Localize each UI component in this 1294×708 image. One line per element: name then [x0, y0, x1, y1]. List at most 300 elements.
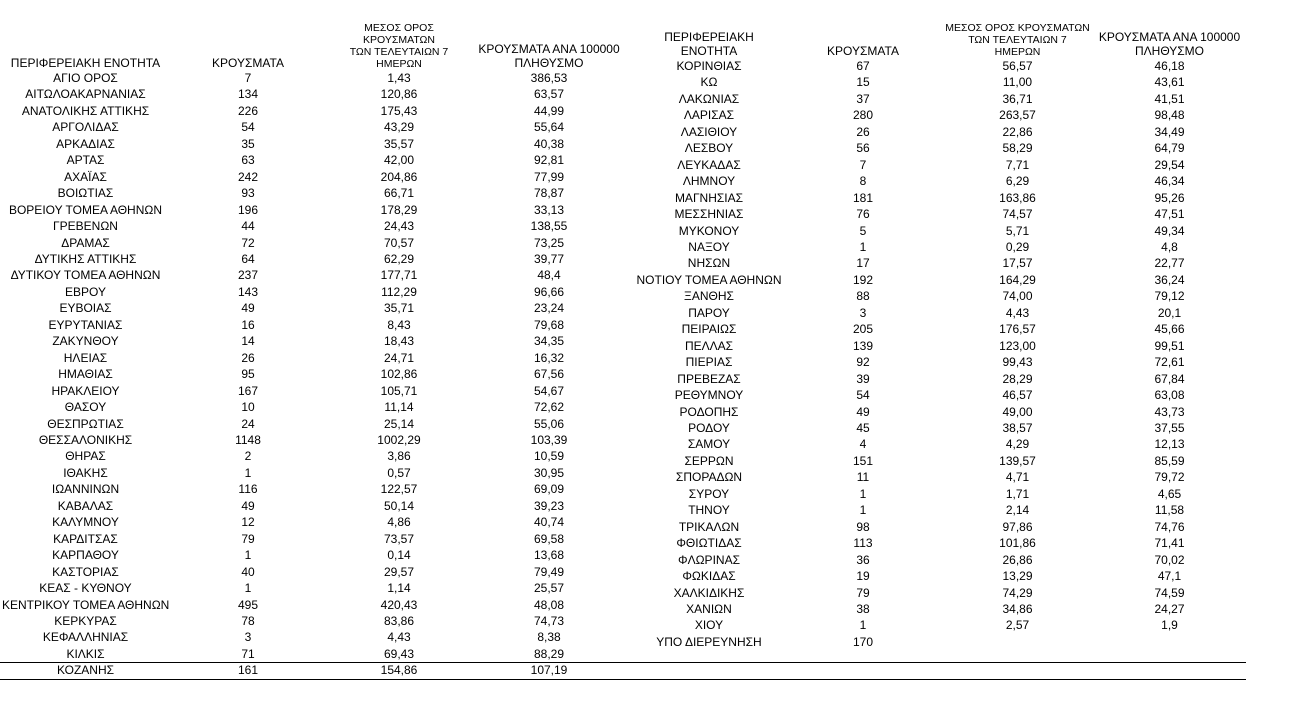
cell-cases: 17 [856, 256, 870, 271]
cell-avg-7day: 164,29 [999, 272, 1036, 287]
cell-per-100000: 85,59 [1154, 453, 1185, 468]
cell-per-100000: 39,77 [533, 251, 565, 266]
cell-cases: 93 [241, 186, 255, 201]
cell-cases: 76 [856, 207, 870, 222]
table-row [2, 597, 627, 613]
cell-cases: 24 [241, 416, 255, 431]
cell-cases: 1 [244, 465, 252, 480]
cell-avg-7day: 2,57 [1005, 618, 1030, 633]
cell-unit-name: ΑΡΓΟΛΙΔΑΣ [52, 120, 119, 135]
cell-cases: 1 [859, 503, 867, 518]
cell-avg-7day: 5,71 [1005, 223, 1030, 238]
cell-per-100000: 40,74 [533, 515, 565, 530]
table-row [636, 91, 1248, 107]
cell-unit-name: ΦΛΩΡΙΝΑΣ [678, 552, 740, 567]
cell-cases: 139 [852, 338, 874, 353]
cell-cases: 192 [852, 272, 874, 287]
header-row [2, 22, 627, 70]
table-row [636, 288, 1248, 304]
cell-cases: 49 [856, 404, 870, 419]
cell-per-100000: 36,24 [1154, 272, 1185, 287]
cell-cases: 54 [856, 388, 870, 403]
cell-per-100000: 10,59 [533, 449, 565, 464]
cell-per-100000: 46,18 [1154, 59, 1185, 73]
cell-per-100000: 29,54 [1154, 157, 1185, 172]
table-row [636, 502, 1248, 518]
cell-cases: 8 [859, 174, 867, 189]
cell-unit-name: ΚΩ [700, 75, 718, 90]
page-bottom-rule [0, 679, 1246, 680]
cell-per-100000: 71,41 [1154, 536, 1185, 551]
cell-avg-7day: 176,57 [999, 322, 1036, 337]
cell-unit-name: ΚΟΡΙΝΘΙΑΣ [676, 59, 742, 73]
cell-unit-name: ΚΑΡΔΙΤΣΑΣ [53, 531, 118, 546]
cell-per-100000: 49,34 [1154, 223, 1185, 238]
cell-cases: 49 [241, 498, 255, 513]
table-row [2, 103, 627, 119]
table-row [2, 251, 627, 267]
cell-cases: 38 [856, 601, 870, 616]
cell-per-100000: 64,79 [1154, 141, 1185, 156]
cell-avg-7day: 4,43 [387, 630, 411, 645]
cell-avg-7day: 24,71 [383, 350, 415, 365]
cell-avg-7day: 58,29 [1002, 141, 1033, 156]
cell-per-100000: 77,99 [533, 169, 565, 184]
cell-per-100000: 25,57 [533, 581, 565, 596]
cell-unit-name: ΣΑΜΟΥ [687, 437, 731, 452]
cell-cases: 37 [856, 91, 870, 106]
cell-unit-name: ΤΡΙΚΑΛΩΝ [678, 519, 740, 534]
cell-per-100000: 95,26 [1154, 190, 1185, 205]
table-row [2, 416, 627, 432]
cell-per-100000: 74,73 [533, 613, 565, 628]
cell-per-100000: 98,48 [1154, 108, 1185, 123]
table-row [636, 387, 1248, 403]
cell-per-100000: 33,13 [533, 202, 565, 217]
header-cases-per-100000-line1: ΚΡΟΥΣΜΑΤΑ ΑΝΑ 100000 [1098, 30, 1241, 44]
cell-per-100000: 41,51 [1154, 91, 1185, 106]
cell-cases: 95 [241, 367, 255, 382]
cell-cases: 2 [244, 449, 252, 464]
cell-avg-7day: 1,43 [387, 71, 411, 85]
cell-unit-name: ΚΕΝΤΡΙΚΟΥ ΤΟΜΕΑ ΑΘΗΝΩΝ [2, 597, 170, 612]
cell-unit-name: ΦΘΙΩΤΙΔΑΣ [676, 536, 742, 551]
table-row [2, 235, 627, 251]
cell-cases: 79 [241, 531, 255, 546]
cell-avg-7day: 83,86 [383, 613, 415, 628]
cell-cases: 181 [852, 190, 874, 205]
cell-unit-name: ΧΑΛΚΙΔΙΚΗΣ [673, 585, 745, 600]
cell-per-100000: 55,64 [533, 120, 565, 135]
cell-cases: 26 [241, 350, 255, 365]
cell-unit-name: ΙΩΑΝΝΙΝΩΝ [51, 482, 120, 497]
cell-avg-7day: 175,43 [380, 103, 418, 118]
cell-per-100000: 54,67 [533, 383, 565, 398]
cell-avg-7day: 11,14 [384, 400, 414, 415]
cell-unit-name: ΑΡΚΑΔΙΑΣ [56, 136, 115, 151]
cell-per-100000: 44,99 [533, 103, 565, 118]
cell-per-100000: 79,68 [533, 317, 565, 332]
cell-cases: 54 [241, 120, 255, 135]
table-row [2, 399, 627, 415]
cell-avg-7day: 6,29 [1005, 174, 1030, 189]
cell-per-100000: 99,51 [1154, 338, 1185, 353]
cell-avg-7day: 102,86 [380, 367, 418, 382]
cell-cases: 39 [856, 371, 870, 386]
cell-per-100000: 74,76 [1154, 519, 1185, 534]
cell-cases: 3 [244, 630, 252, 645]
cell-avg-7day: 97,86 [1002, 519, 1033, 534]
table-row [2, 432, 627, 448]
cell-cases: 35 [241, 136, 255, 151]
cell-unit-name: ΑΓΙΟ ΟΡΟΣ [53, 71, 118, 85]
cell-per-100000: 4,8 [1161, 239, 1178, 254]
table-row [636, 371, 1248, 387]
table-row [2, 218, 627, 234]
table-row [636, 469, 1248, 485]
cell-unit-name: ΗΡΑΚΛΕΙΟΥ [51, 383, 120, 398]
cell-unit-name: ΕΥΡΥΤΑΝΙΑΣ [48, 317, 123, 332]
table-row [2, 383, 627, 399]
cell-avg-7day: 50,14 [383, 498, 415, 513]
cell-avg-7day: 204,86 [380, 169, 418, 184]
cell-avg-7day: 99,43 [1002, 355, 1033, 370]
cell-per-100000: 34,49 [1154, 124, 1185, 139]
header-7day-average-line1: ΜΕΣΟΣ ΟΡΟΣ ΚΡΟΥΣΜΑΤΩΝ [945, 22, 1090, 34]
cell-avg-7day: 0,57 [387, 465, 411, 480]
cell-per-100000: 386,53 [530, 71, 568, 85]
cell-unit-name: ΝΗΣΩΝ [687, 256, 731, 271]
cell-cases: 4 [859, 437, 867, 452]
cell-avg-7day: 24,43 [383, 219, 415, 234]
table-row [2, 448, 627, 464]
table-row [636, 223, 1248, 239]
table-row [636, 601, 1248, 617]
cell-per-100000 [1091, 634, 1248, 650]
cell-unit-name: ΜΥΚΟΝΟΥ [678, 223, 740, 238]
cell-per-100000: 47,1 [1157, 569, 1182, 584]
table-row [2, 498, 627, 514]
cell-cases: 143 [237, 284, 259, 299]
cell-avg-7day: 11,00 [1002, 75, 1033, 90]
cell-avg-7day: 38,57 [1002, 420, 1033, 435]
cell-unit-name: ΠΕΛΛΑΣ [684, 338, 734, 353]
cell-unit-name: ΣΠΟΡΑΔΩΝ [675, 470, 743, 485]
cell-cases: 7 [859, 157, 867, 172]
cell-per-100000: 16,32 [533, 350, 565, 365]
cell-unit-name: ΘΑΣΟΥ [64, 400, 107, 415]
cell-avg-7day: 42,00 [383, 153, 415, 168]
table-row [636, 321, 1248, 337]
table-row [2, 580, 627, 596]
cell-avg-7day: 123,00 [999, 338, 1036, 353]
cell-cases: 226 [237, 103, 259, 118]
cell-cases: 3 [859, 305, 867, 320]
cell-avg-7day: 4,71 [1005, 470, 1030, 485]
table-row [636, 535, 1248, 551]
cell-cases: 1148 [235, 432, 261, 447]
cell-avg-7day: 29,57 [383, 564, 415, 579]
cell-unit-name: ΑΝΑΤΟΛΙΚΗΣ ΑΤΤΙΚΗΣ [21, 103, 150, 118]
cell-per-100000: 67,56 [533, 367, 565, 382]
table-row [636, 157, 1248, 173]
cell-unit-name: ΡΕΘΥΜΝΟΥ [674, 388, 744, 403]
cell-cases: 79 [856, 585, 870, 600]
cell-unit-name: ΛΑΚΩΝΙΑΣ [678, 91, 740, 106]
cell-cases: 113 [853, 536, 873, 551]
cell-unit-name: ΚΑΒΑΛΑΣ [57, 498, 114, 513]
table-row [2, 662, 627, 678]
cell-cases: 11 [856, 470, 870, 485]
table-row [2, 169, 627, 185]
cell-per-100000: 4,65 [1157, 486, 1182, 501]
header-cases-per-100000-line1: ΚΡΟΥΣΜΑΤΑ ΑΝΑ 100000 [478, 42, 620, 56]
cell-cases: 167 [237, 383, 259, 398]
table-row [636, 124, 1248, 140]
cell-unit-name: ΧΑΝΙΩΝ [686, 601, 732, 616]
table-row [636, 420, 1248, 436]
cell-unit-name: ΑΧΑΪΑΣ [64, 169, 107, 184]
table-bottom-rule [0, 662, 1246, 663]
cell-cases: 205 [852, 322, 874, 337]
table-row [2, 267, 627, 283]
cell-avg-7day: 56,57 [1002, 59, 1033, 73]
cell-unit-name: ΒΟΡΕΙΟΥ ΤΟΜΕΑ ΑΘΗΝΩΝ [8, 202, 163, 217]
cell-per-100000: 1,9 [1161, 618, 1178, 633]
table-row [2, 531, 627, 547]
cell-per-100000: 11,58 [1154, 503, 1185, 518]
table-row [2, 613, 627, 629]
table-row [636, 190, 1248, 206]
cell-unit-name: ΔΥΤΙΚΟΥ ΤΟΜΕΑ ΑΘΗΝΩΝ [10, 268, 161, 283]
cell-per-100000: 72,61 [1154, 355, 1185, 370]
cell-per-100000: 88,29 [533, 646, 565, 661]
cell-avg-7day: 62,29 [383, 251, 415, 266]
cell-unit-name: ΣΥΡΟΥ [688, 486, 730, 501]
header-cases: ΚΡΟΥΣΜΑΤΑ [212, 56, 284, 70]
cell-per-100000: 30,95 [533, 465, 565, 480]
cell-avg-7day: 112,29 [381, 284, 417, 299]
table-row [2, 86, 627, 102]
table-row [2, 547, 627, 563]
cell-avg-7day: 154,86 [380, 663, 418, 678]
cell-unit-name: ΓΡΕΒΕΝΩΝ [53, 219, 118, 234]
cell-per-100000: 107,19 [530, 663, 568, 678]
table-row [636, 519, 1248, 535]
cell-unit-name: ΦΩΚΙΔΑΣ [682, 569, 736, 584]
cell-avg-7day: 1,14 [387, 581, 411, 596]
cell-per-100000: 40,38 [533, 136, 565, 151]
cell-unit-name: ΚΑΡΠΑΘΟΥ [52, 548, 119, 563]
table-row [636, 617, 1248, 633]
cell-unit-name: ΜΕΣΣΗΝΙΑΣ [674, 207, 744, 222]
cell-per-100000: 48,4 [537, 268, 561, 283]
cell-avg-7day: 105,71 [380, 383, 418, 398]
header-cases: ΚΡΟΥΣΜΑΤΑ [827, 44, 899, 58]
cell-per-100000: 43,61 [1154, 75, 1185, 90]
cell-per-100000: 12,13 [1154, 437, 1185, 452]
cell-unit-name: ΘΕΣΠΡΩΤΙΑΣ [47, 416, 124, 431]
cell-unit-name: ΤΗΝΟΥ [688, 503, 730, 518]
cell-per-100000: 96,66 [533, 284, 565, 299]
cell-avg-7day: 4,29 [1005, 437, 1030, 452]
cell-avg-7day: 420,43 [380, 597, 418, 612]
cell-per-100000: 92,81 [533, 153, 565, 168]
cell-avg-7day: 101,86 [999, 536, 1036, 551]
cell-avg-7day: 66,71 [383, 186, 415, 201]
cell-unit-name: ΛΕΥΚΑΔΑΣ [677, 157, 741, 172]
cell-per-100000: 8,38 [537, 630, 561, 645]
header-cases-per-100000 [1091, 22, 1248, 58]
cell-cases: 44 [241, 219, 255, 234]
cell-unit-name: ΙΘΑΚΗΣ [63, 465, 108, 480]
cell-cases: 16 [241, 317, 255, 332]
table-row [2, 185, 627, 201]
cell-cases: 116 [238, 482, 258, 497]
cell-cases: 67 [856, 59, 870, 73]
cell-cases: 134 [237, 87, 259, 102]
cell-per-100000: 70,02 [1154, 552, 1185, 567]
cell-cases: 10 [241, 400, 255, 415]
table-row [2, 465, 627, 481]
cell-cases: 1 [244, 581, 252, 596]
cell-unit-name: ΣΕΡΡΩΝ [684, 453, 734, 468]
cell-avg-7day: 69,43 [383, 646, 415, 661]
cell-cases: 1 [859, 618, 867, 633]
cell-unit-name: ΛΑΡΙΣΑΣ [683, 108, 735, 123]
cell-cases: 92 [856, 355, 870, 370]
table-row [2, 564, 627, 580]
header-7day-average-line2: ΤΩΝ ΤΕΛΕΥΤΑΙΩΝ 7 ΗΜΕΡΩΝ [968, 34, 1067, 58]
cell-avg-7day: 7,71 [1005, 157, 1030, 172]
header-7day-average [327, 22, 471, 70]
cell-per-100000: 73,25 [533, 235, 565, 250]
cell-avg-7day: 36,71 [1002, 91, 1033, 106]
cell-cases: 19 [856, 569, 870, 584]
cell-avg-7day: 178,29 [380, 202, 418, 217]
table-row [636, 58, 1248, 74]
header-regional-unit: ΠΕΡΙΦΕΡΕΙΑΚΗ ΕΝΟΤΗΤΑ [664, 30, 754, 58]
table-row [636, 107, 1248, 123]
table-row [636, 453, 1248, 469]
cell-unit-name: ΜΑΓΝΗΣΙΑΣ [674, 190, 744, 205]
table-row [636, 272, 1248, 288]
cell-avg-7day: 74,57 [1002, 207, 1033, 222]
cell-unit-name: ΒΟΙΩΤΙΑΣ [57, 186, 114, 201]
cell-cases: 14 [241, 334, 255, 349]
table-row [2, 152, 627, 168]
cell-cases: 495 [237, 597, 259, 612]
cell-unit-name: ΝΟΤΙΟΥ ΤΟΜΕΑ ΑΘΗΝΩΝ [636, 272, 782, 287]
table-row [636, 354, 1248, 370]
cell-per-100000: 34,35 [533, 334, 565, 349]
cell-per-100000: 43,73 [1154, 404, 1185, 419]
cell-cases: 7 [244, 71, 252, 85]
header-cases-per-100000 [471, 22, 627, 70]
cell-cases: 170 [852, 634, 874, 649]
table-row [2, 481, 627, 497]
table-row [2, 317, 627, 333]
cell-unit-name: ΑΡΤΑΣ [66, 153, 105, 168]
cell-avg-7day: 2,14 [1005, 503, 1030, 518]
table-row [2, 300, 627, 316]
cell-avg-7day: 35,71 [383, 301, 415, 316]
table-row [636, 173, 1248, 189]
cell-cases: 49 [241, 301, 255, 316]
cell-per-100000: 55,06 [533, 416, 565, 431]
cell-per-100000: 103,39 [530, 432, 568, 447]
table-row [2, 202, 627, 218]
cell-unit-name: ΡΟΔΟΥ [688, 420, 730, 435]
cell-unit-name: ΔΡΑΜΑΣ [61, 235, 110, 250]
table-row [636, 436, 1248, 452]
header-7day-average [944, 22, 1091, 58]
cell-cases: 26 [856, 124, 870, 139]
table-row [2, 629, 627, 645]
cell-avg-7day: 0,29 [1005, 239, 1030, 254]
cell-avg-7day: 13,29 [1002, 569, 1033, 584]
cell-avg-7day: 4,43 [1005, 305, 1030, 320]
cases-table-right [636, 22, 1248, 650]
cell-avg-7day: 35,57 [383, 136, 415, 151]
cell-cases: 237 [237, 268, 259, 283]
cell-cases: 72 [241, 235, 255, 250]
cell-avg-7day: 43,29 [383, 120, 415, 135]
cell-per-100000: 39,23 [533, 498, 565, 513]
cell-avg-7day: 4,86 [387, 515, 411, 530]
cell-cases: 280 [852, 108, 874, 123]
cell-per-100000: 47,51 [1154, 207, 1185, 222]
table-row [636, 404, 1248, 420]
cell-unit-name: ΚΕΦΑΛΛΗΝΙΑΣ [42, 630, 129, 645]
cell-cases: 151 [852, 453, 874, 468]
cell-cases: 78 [241, 613, 255, 628]
table-row [636, 239, 1248, 255]
cell-unit-name: ΕΥΒΟΙΑΣ [59, 301, 112, 316]
cell-unit-name: ΚΑΣΤΟΡΙΑΣ [52, 564, 119, 579]
cell-avg-7day: 1002,29 [377, 432, 421, 447]
cell-cases: 1 [244, 548, 252, 563]
cell-unit-name: ΡΟΔΟΠΗΣ [679, 404, 739, 419]
table-row [2, 350, 627, 366]
cell-unit-name: ΘΕΣΣΑΛΟΝΙΚΗΣ [38, 432, 133, 447]
table-row [636, 486, 1248, 502]
cell-avg-7day: 17,57 [1002, 256, 1033, 271]
cell-unit-name: ΧΙΟΥ [694, 618, 724, 633]
cell-avg-7day: 28,29 [1002, 371, 1033, 386]
cell-per-100000: 79,49 [533, 564, 565, 579]
cell-unit-name: ΥΠΟ ΔΙΕΡΕΥΝΗΣΗ [656, 634, 762, 649]
cell-per-100000: 23,24 [533, 301, 565, 316]
cell-per-100000: 72,62 [533, 400, 565, 415]
cell-unit-name: ΖΑΚΥΝΘΟΥ [52, 334, 119, 349]
cell-avg-7day: 22,86 [1002, 124, 1033, 139]
cell-avg-7day: 163,86 [999, 190, 1036, 205]
cell-per-100000: 22,77 [1154, 256, 1185, 271]
cell-per-100000: 48,08 [533, 597, 565, 612]
header-regional-unit: ΠΕΡΙΦΕΡΕΙΑΚΗ ΕΝΟΤΗΤΑ [10, 56, 161, 70]
table-row [636, 568, 1248, 584]
cell-per-100000: 67,84 [1154, 371, 1185, 386]
header-7day-average-line2: ΤΩΝ ΤΕΛΕΥΤΑΙΩΝ 7 ΗΜΕΡΩΝ [349, 46, 449, 70]
table-row [636, 74, 1248, 90]
cell-unit-name: ΝΑΞΟΥ [688, 239, 730, 254]
cell-avg-7day: 73,57 [383, 531, 415, 546]
cell-unit-name: ΚΕΡΚΥΡΑΣ [54, 613, 117, 628]
cell-cases: 242 [237, 169, 259, 184]
header-7day-average-line1: ΜΕΣΟΣ ΟΡΟΣ ΚΡΟΥΣΜΑΤΩΝ [363, 22, 435, 46]
cell-avg-7day: 34,86 [1002, 601, 1033, 616]
